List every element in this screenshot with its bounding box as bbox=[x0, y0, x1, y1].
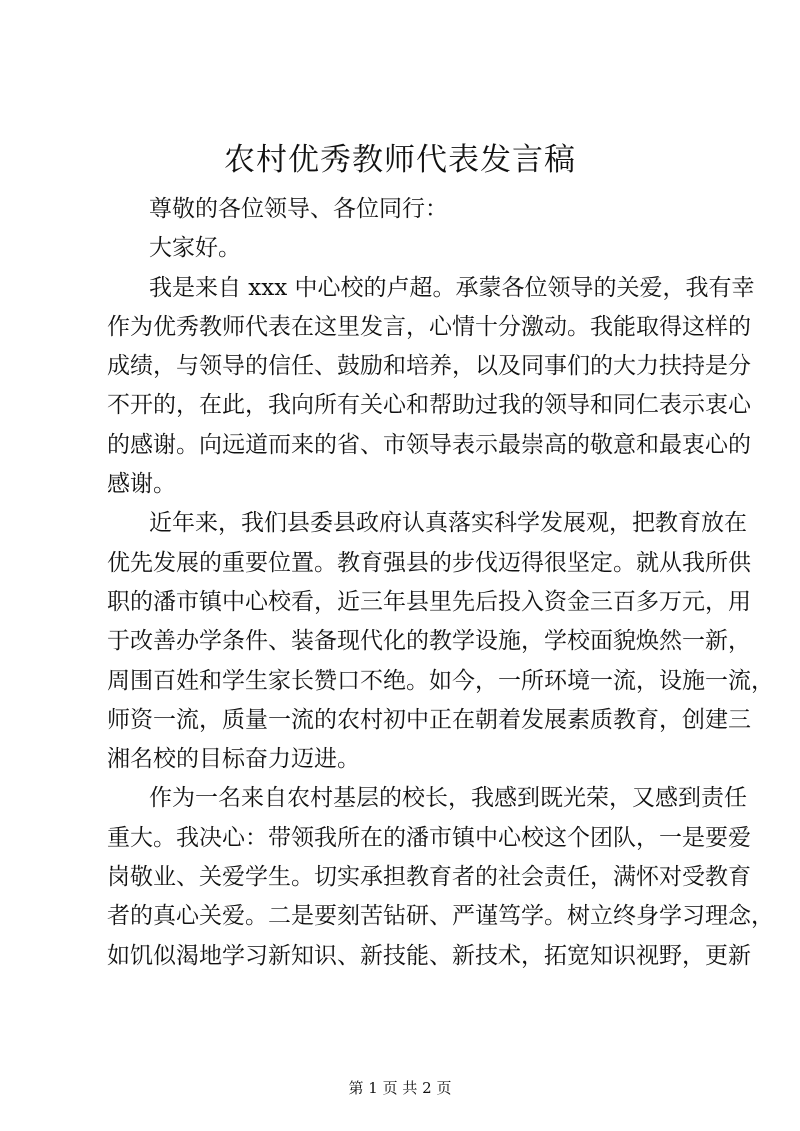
text-line: 周围百姓和学生家长赞口不绝。如今，一所环境一流，设施一流， bbox=[107, 667, 774, 694]
document-title: 农村优秀教师代表发言稿 bbox=[224, 142, 576, 178]
document-body bbox=[107, 190, 774, 976]
text-line: 重大。我决心：带领我所在的潘市镇中心校这个团队，一是要爱 bbox=[107, 824, 751, 851]
text-line: 者的真心关爱。二是要刻苦钻研、严谨笃学。树立终身学习理念， bbox=[107, 903, 774, 930]
text-line: 湘名校的目标奋力迈进。 bbox=[107, 746, 360, 773]
text-line: 岗敬业、关爱学生。切实承担教育者的社会责任，满怀对受教育 bbox=[107, 864, 751, 891]
text-line: 职的潘市镇中心校看，近三年县里先后投入资金三百多万元，用 bbox=[107, 588, 751, 615]
text-line: 我是来自 xxx 中心校的卢超。承蒙各位领导的关爱，我有幸 bbox=[149, 274, 755, 301]
text-line: 大家好。 bbox=[149, 235, 241, 262]
text-line: 作为一名来自农村基层的校长，我感到既光荣，又感到责任 bbox=[149, 785, 747, 812]
text-line: 不开的，在此，我向所有关心和帮助过我的领导和同仁表示衷心 bbox=[107, 392, 751, 419]
text-line: 师资一流，质量一流的农村初中正在朝着发展素质教育，创建三 bbox=[107, 706, 751, 733]
text-line: 优先发展的重要位置。教育强县的步伐迈得很坚定。就从我所供 bbox=[107, 549, 751, 576]
text-line: 作为优秀教师代表在这里发言，心情十分激动。我能取得这样的 bbox=[107, 313, 751, 340]
text-line: 尊敬的各位领导、各位同行： bbox=[149, 196, 448, 222]
text-line: 如饥似渴地学习新知识、新技能、新技术，拓宽知识视野，更新 bbox=[107, 942, 751, 969]
text-line: 感谢。 bbox=[107, 471, 176, 498]
text-line: 成绩，与领导的信任、鼓励和培养，以及同事们的大力扶持是分 bbox=[107, 353, 751, 380]
text-line: 于改善办学条件、装备现代化的教学设施，学校面貌焕然一新， bbox=[107, 628, 751, 655]
text-line: 的感谢。向远道而来的省、市领导表示最崇高的敬意和最衷心的 bbox=[107, 431, 751, 458]
page-footer: 第 1 页 共 2 页 bbox=[348, 1079, 452, 1097]
text-line: 近年来，我们县委县政府认真落实科学发展观，把教育放在 bbox=[149, 510, 747, 537]
